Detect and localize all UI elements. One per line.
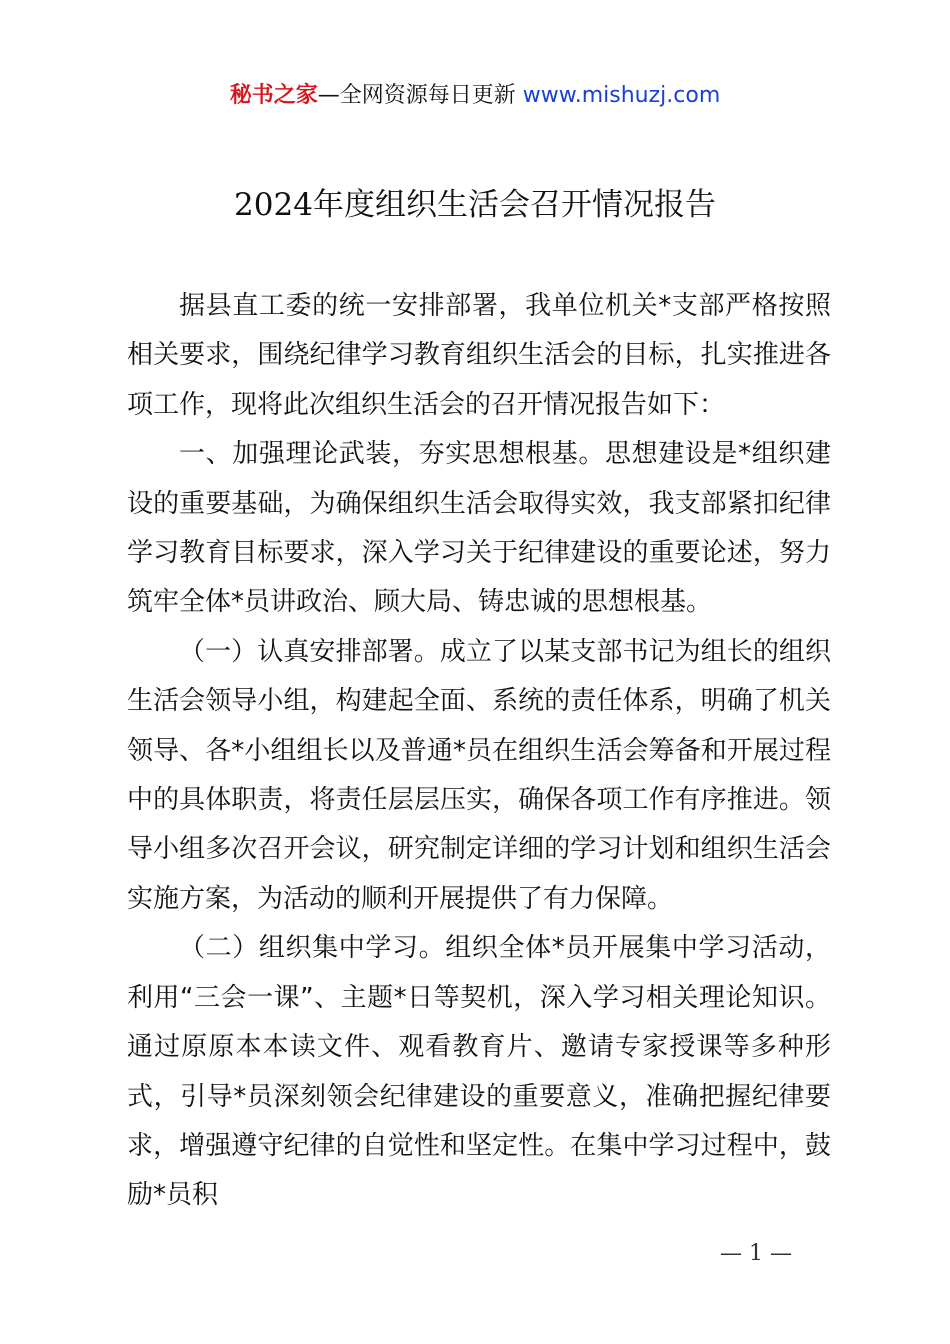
- document-body: [127, 282, 831, 1221]
- subsection-one-paragraph: （一）认真安排部署。成立了以某支部书记为组长的组织生活会领导小组，构建起全面、系统的责任体系，明确了机关领导、各*小组组长以及普通*员在组织生活会筹备和开展过程中的具体职责，将责任层层压实，确保各项工作有序推进。领导小组多次召开会议，研究制定详细的学习计划和组织生活会实施方案，为活动的顺利开展提供了有力保障。: [127, 636, 831, 914]
- page-number: — 1 —: [720, 1241, 792, 1266]
- section-one-paragraph: 一、加强理论武装，夯实思想根基。思想建设是*组织建设的重要基础，为确保组织生活会取得实效，我支部紧扣纪律学习教育目标要求，深入学习关于纪律建设的重要论述，努力筑牢全体*员讲政治、顾大局、铸忠诚的思想根基。: [127, 439, 831, 618]
- document-title: 2024年度组织生活会召开情况报告: [234, 187, 716, 223]
- intro-paragraph: 据县直工委的统一安排部署，我单位机关*支部严格按照相关要求，围绕纪律学习教育组织生活会的目标，扎实推进各项工作，现将此次组织生活会的召开情况报告如下：: [127, 291, 831, 420]
- header-slogan: —全网资源每日更新: [317, 83, 523, 108]
- brand-name: 秘书之家: [229, 83, 318, 108]
- subsection-two-paragraph: （二）组织集中学习。组织全体*员开展集中学习活动，利用“三会一课”、主题*日等契机，深入学习相关理论知识。通过原原本本读文件、观看教育片、邀请专家授课等多种形式，引导*员深刻领会纪律建设的重要意义，准确把握纪律要求，增强遵守纪律的自觉性和坚定性。在集中学习过程中，鼓励*员积: [127, 933, 831, 1211]
- site-url-link[interactable]: www.mishuzj.com: [522, 83, 721, 108]
- site-header: [0, 80, 950, 112]
